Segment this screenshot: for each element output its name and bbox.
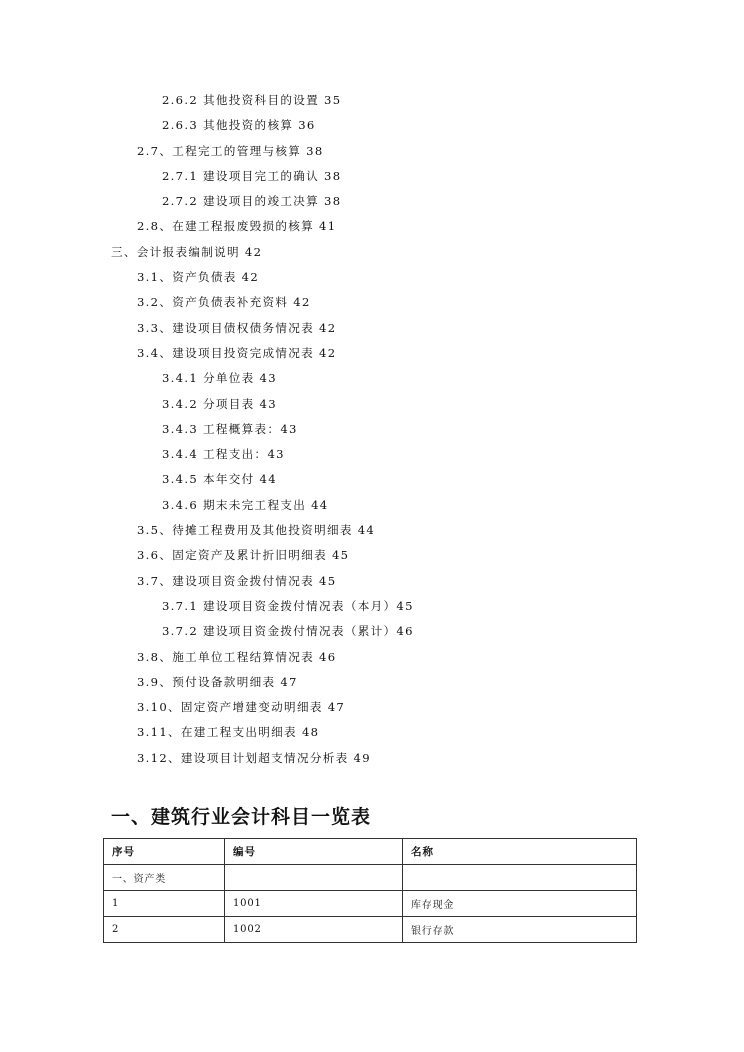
table-row <box>104 865 637 891</box>
table-cell: 1002 <box>225 917 403 943</box>
toc-entry[interactable]: 3.4.1 分单位表 43 <box>162 371 277 386</box>
toc-entry[interactable]: 3.1、资产负债表 42 <box>137 270 260 285</box>
table-header-row <box>104 839 637 865</box>
column-header-name: 名称 <box>403 839 637 865</box>
toc-entry[interactable]: 3.9、预付设备款明细表 47 <box>137 674 298 689</box>
toc-entry[interactable]: 3.12、建设项目计划超支情况分析表 49 <box>137 750 371 765</box>
toc-entry[interactable]: 3.4.2 分项目表 43 <box>162 396 277 411</box>
toc-entry[interactable]: 2.6.2 其他投资科目的设置 35 <box>162 93 342 107</box>
table-cell: 1001 <box>225 891 403 917</box>
toc-entry[interactable]: 2.7、工程完工的管理与核算 38 <box>137 143 324 158</box>
toc-entry[interactable]: 3.4.6 期末未完工程支出 44 <box>162 497 329 512</box>
toc-entry[interactable]: 3.4.4 工程支出：43 <box>162 447 285 462</box>
toc-entry[interactable]: 3.2、资产负债表补充资料 42 <box>137 295 311 310</box>
toc-entry[interactable]: 2.6.3 其他投资的核算 36 <box>162 118 316 133</box>
toc-entry[interactable]: 3.4.3 工程概算表：43 <box>162 421 298 436</box>
column-header-code: 编号 <box>225 839 403 865</box>
toc-entry[interactable]: 3.6、固定资产及累计折旧明细表 45 <box>137 548 350 563</box>
toc-entry[interactable]: 3.7.1 建设项目资金拨付情况表（本月）45 <box>162 598 414 613</box>
table-cell: 银行存款 <box>403 917 637 943</box>
toc-entry[interactable]: 2.7.1 建设项目完工的确认 38 <box>162 168 342 183</box>
toc-entry[interactable]: 三、会计报表编制说明 42 <box>111 244 263 259</box>
toc-entry[interactable]: 3.4.5 本年交付 44 <box>162 472 277 487</box>
table-cell: 一、资产类 <box>104 865 225 891</box>
table-cell: 2 <box>104 917 225 943</box>
toc-entry[interactable]: 3.3、建设项目债权债务情况表 42 <box>137 320 337 335</box>
toc-entry[interactable]: 2.8、在建工程报废毁损的核算 41 <box>137 219 337 234</box>
table-cell <box>403 865 637 891</box>
toc-entry[interactable]: 2.7.2 建设项目的竣工决算 38 <box>162 194 342 209</box>
table-row <box>104 917 637 943</box>
table-row <box>104 891 637 917</box>
section-heading: 一、建筑行业会计科目一览表 <box>111 806 372 828</box>
column-header-seq: 序号 <box>104 839 225 865</box>
toc-entry[interactable]: 3.11、在建工程支出明细表 48 <box>137 725 320 740</box>
toc-entry[interactable]: 3.4、建设项目投资完成情况表 42 <box>137 345 337 360</box>
table-cell <box>225 865 403 891</box>
toc-entry[interactable]: 3.7.2 建设项目资金拨付情况表（累计）46 <box>162 624 414 639</box>
table-cell: 库存现金 <box>403 891 637 917</box>
accounts-table <box>103 838 637 943</box>
toc-entry[interactable]: 3.8、施工单位工程结算情况表 46 <box>137 649 337 664</box>
toc-entry[interactable]: 3.5、待摊工程费用及其他投资明细表 44 <box>137 523 376 538</box>
toc-entry[interactable]: 3.7、建设项目资金拨付情况表 45 <box>137 573 337 588</box>
toc-entry[interactable]: 3.10、固定资产增建变动明细表 47 <box>137 700 346 715</box>
table-of-contents <box>0 88 744 771</box>
table-cell: 1 <box>104 891 225 917</box>
